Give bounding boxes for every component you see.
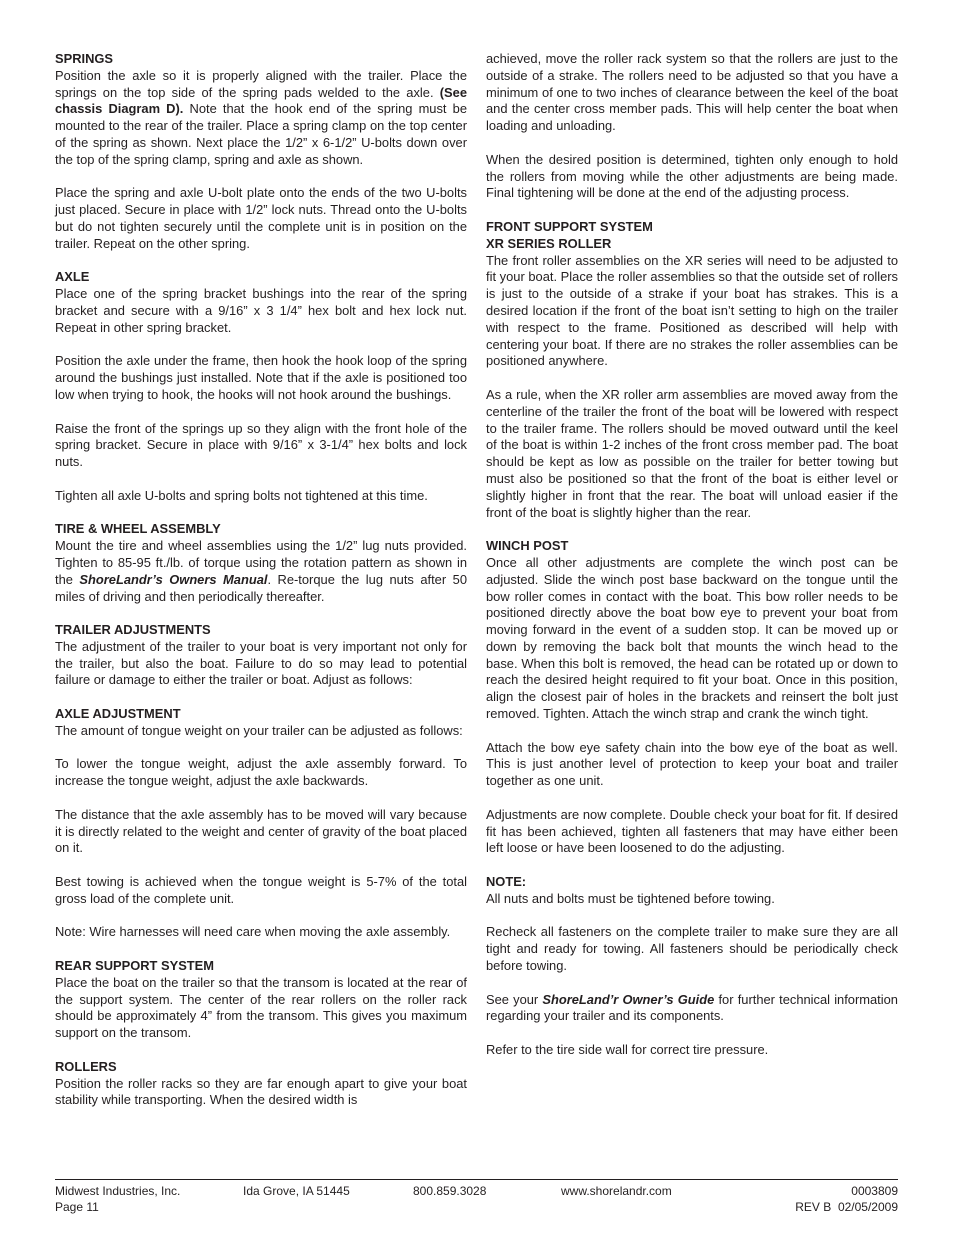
axle-paragraph-3: Raise the front of the springs up so they align with the front hole of the spring bracket. Secure in place with 9/16” x 3-1/4” hex bolts and lock nuts.: [55, 420, 467, 470]
axle-adjustment-paragraph-5: Note: Wire harnesses will need care when moving the axle assembly.: [55, 924, 451, 940]
front-support-heading: FRONT SUPPORT SYSTEM: [486, 218, 653, 234]
springs-text-1c: Note that the hook end of the spring must be mounted to the rear of the trailer. Place a spring clamp on the top center of the spring as shown. Next place the 1/2” x 6-1/2” U-bolts down over the top of the spring clamp, spring and axle as shown.: [55, 101, 467, 167]
tire-text-c: . Re-torque the lug nuts after 50 miles of driving and then periodically thereafter.: [55, 571, 467, 604]
axle-adjustment-paragraph-3: The distance that the axle assembly has to be moved will vary because it is directly related to the weight and center of gravity of the boat placed on it.: [55, 806, 467, 856]
rollers-paragraph-1: Position the roller racks so they are far enough apart to give your boat stability while transporting. When the desired width is: [55, 1075, 467, 1108]
footer-website: www.shorelandr.com: [561, 1184, 672, 1198]
left-column: [55, 51, 467, 1109]
owners-guide-reference: ShoreLand’r Owner’s Guide: [542, 991, 715, 1007]
xr-roller-paragraph-1: The front roller assemblies on the XR series will need to be adjusted to fit your boat. Place the roller assemblies so that the outside set of rollers is just to the outside of a strake if your boat has strakes. This is a desired location if the front of the boat isn’t setting to high on the trailer with respect to the frame. Positioned as described will help with centering your boat. If there are no strakes the roller assemblies can be positioned anywhere.: [486, 252, 898, 369]
chassis-diagram-reference: (See chassis Diagram D).: [55, 84, 467, 117]
tire-wheel-heading: TIRE & WHEEL ASSEMBLY: [55, 521, 221, 537]
tire-wheel-paragraph: [55, 538, 467, 605]
note-text-3a: See your: [486, 991, 543, 1007]
springs-paragraph-2: Place the spring and axle U-bolt plate onto the ends of the two U-bolts just placed. Secure in place with 1/2” lock nuts. Thread onto the U-bolts but do not tighten securely until the complete unit is in position on the trailer. Repeat on the other spring.: [55, 185, 467, 251]
footer-phone: 800.859.3028: [413, 1184, 487, 1198]
right-column: [486, 51, 898, 1059]
note-heading: NOTE:: [486, 874, 527, 890]
springs-paragraph-1: [55, 68, 467, 169]
note-text-3c: for further technical information regarding your trailer and its components.: [486, 991, 898, 1024]
rollers-paragraph-2: When the desired position is determined, tighten only enough to hold the rollers from moving while the other adjustments are being made. Final tightening will be done at the end of the adjusting process.: [486, 151, 898, 201]
axle-paragraph-1: Place one of the spring bracket bushings into the rear of the spring bracket and secure with a 9/16” x 3 1/4” hex bolt and hex lock nut. Repeat in other spring bracket.: [55, 286, 467, 335]
winch-post-paragraph-1: Once all other adjustments are complete the winch post can be adjusted. Slide the winch post base backward on the tongue until the bow roller comes in contact with the boat. This bow roller needs to be positioned directly above the boat bow eye to prevent your boat from moving forward in the event of a sudden stop. It can be moved up or down by removing the back bolt that mounts the winch head to the base. When this bolt is removed, the head can be rotated up or down to reach the desired height required to fit your boat. Once in this position, align the closest pair of holes in the brackets and reinsert the bolt just removed. Tighten. Attach the winch strap and crank the winch tight.: [486, 554, 898, 722]
axle-adjustment-paragraph-2: To lower the tongue weight, adjust the axle assembly forward. To increase the tongue weight, adjust the axle backwards.: [55, 756, 467, 789]
footer-location: Ida Grove, IA 51445: [243, 1184, 350, 1198]
rear-support-heading: REAR SUPPORT SYSTEM: [55, 958, 215, 974]
axle-adjustment-paragraph-4: Best towing is achieved when the tongue weight is 5-7% of the total gross load of the complete unit.: [55, 874, 467, 906]
note-paragraph-2: Recheck all fasteners on the complete trailer to make sure they are all tight and ready for towing. All fasteners should be periodically check before towing.: [486, 924, 898, 974]
note-paragraph-1: All nuts and bolts must be tightened before towing.: [486, 890, 775, 906]
springs-heading: SPRINGS: [55, 51, 114, 66]
footer-date: 02/05/2009: [837, 1200, 898, 1214]
xr-roller-paragraph-2: As a rule, when the XR roller arm assemblies are moved away from the centerline of the trailer the front of the boat will be lowered with respect to the trailer frame. The rollers should be moved outward until the keel of the boat is within 1-2 inches of the front cross member pad. The boat should be kept as low as possible on the trailer for better towing but must also be positioned so that the front of the boat is either level or slightly higher in front that the rear. The boat will unload easier if the front of the boat is slightly higher than the rear.: [486, 386, 898, 520]
footer-revision: [795, 1199, 898, 1215]
owners-manual-reference: ShoreLandr’s Owners Manual: [79, 571, 268, 587]
axle-paragraph-4: Tighten all axle U-bolts and spring bolts not tightened at this time.: [55, 487, 428, 503]
axle-adjustment-paragraph-1: The amount of tongue weight on your trailer can be adjusted as follows:: [55, 722, 463, 738]
trailer-adjustments-paragraph: The adjustment of the trailer to your boat is very important not only for the trailer, but also the boat. Failure to do so may lead to potential failure or damage to either the trailer or boat. Adjust as follows:: [55, 638, 467, 688]
note-paragraph-4: Refer to the tire side wall for correct tire pressure.: [486, 1042, 769, 1058]
trailer-adjustments-heading: TRAILER ADJUSTMENTS: [55, 622, 211, 638]
xr-series-roller-heading: XR SERIES ROLLER: [486, 235, 612, 251]
tire-text-a: Mount the tire and wheel assemblies using the 1/2” lug nuts provided. Tighten to 85-95 ft./lb. of torque using the rotation pattern as shown in the: [55, 538, 467, 587]
rear-support-paragraph: Place the boat on the trailer so that the transom is located at the rear of the support system. The center of the rear rollers on the roller rack should be approximately 4” from the transom. This gives you maximum support on the transom.: [55, 974, 467, 1041]
rollers-heading: ROLLERS: [55, 1058, 117, 1074]
springs-text-1a: Position the axle so it is properly aligned with the trailer. Place the springs on the top side of the spring pads welded to the axle.: [55, 67, 467, 100]
footer-company: Midwest Industries, Inc.: [55, 1184, 181, 1198]
rollers-paragraph-continued: achieved, move the roller rack system so that the rollers are just to the outside of a strake. The rollers need to be adjusted so that you have a minimum of one to two inches of clearance between the keel of the boat and the center cross member pads. This will help center the boat when loading and unloading.: [486, 51, 898, 134]
axle-heading: AXLE: [55, 269, 90, 285]
axle-paragraph-2: Position the axle under the frame, then hook the hook loop of the spring around the bushings just installed. Note that if the axle is positioned too low when trying to hook, the hooks will not hook around the bushings.: [55, 353, 467, 402]
footer-divider: [55, 1179, 898, 1180]
footer-rev: REV B: [795, 1200, 832, 1214]
note-paragraph-3: [486, 992, 898, 1026]
axle-adjustment-heading: AXLE ADJUSTMENT: [55, 706, 181, 722]
footer-doc-number: 0003809: [851, 1184, 898, 1198]
winch-post-paragraph-3: Adjustments are now complete. Double check your boat for fit. If desired fit has been achieved, tighten all fasteners that may have either been left loose or have been loosened to do the adjusting.: [486, 806, 898, 856]
footer-page-number: Page 11: [55, 1200, 99, 1214]
winch-post-heading: WINCH POST: [486, 538, 569, 554]
winch-post-paragraph-2: Attach the bow eye safety chain into the bow eye of the boat as well. This is just another level of protection to keep your boat and trailer together as one unit.: [486, 739, 898, 789]
